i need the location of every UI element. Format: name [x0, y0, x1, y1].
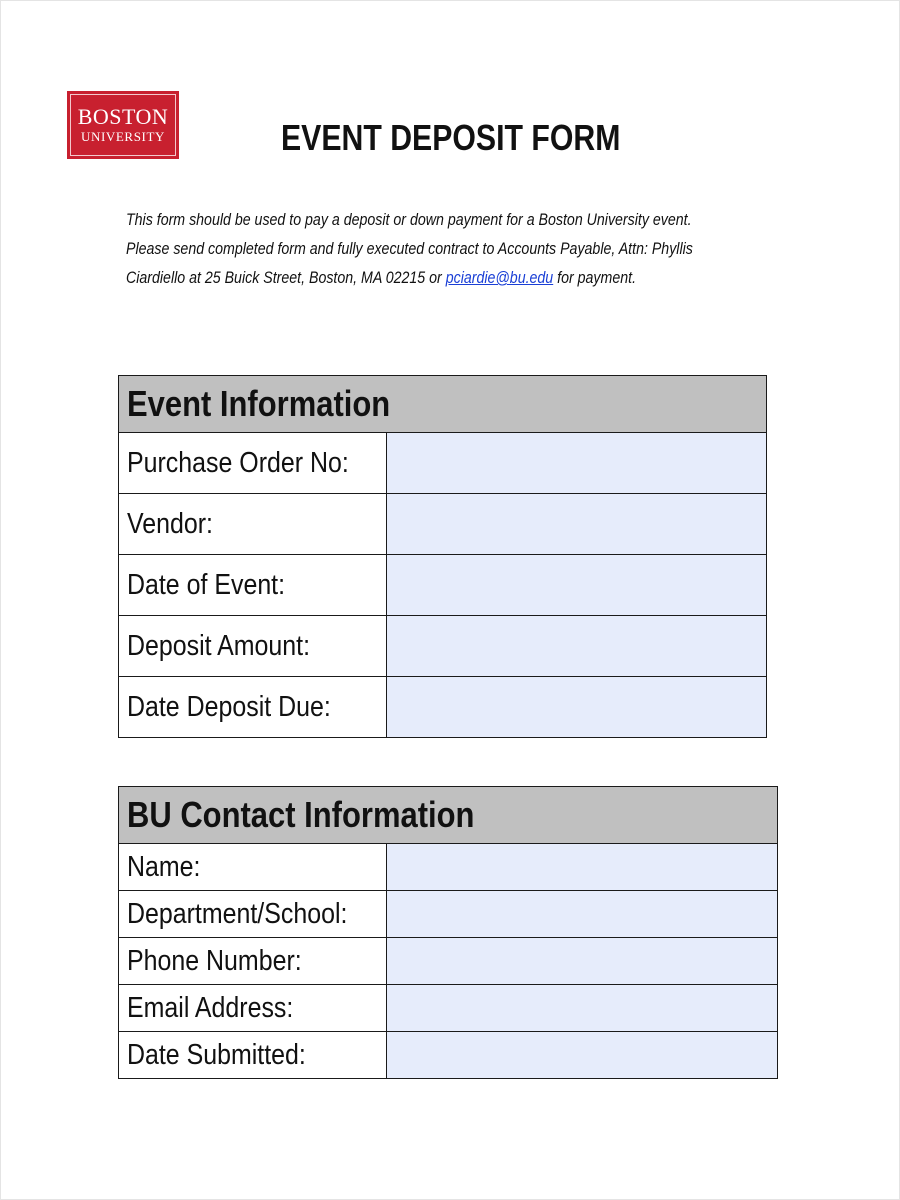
department-school-label: Department/School:	[119, 891, 387, 938]
email-link[interactable]: pciardie@bu.edu	[445, 269, 554, 287]
deposit-amount-field-cell	[387, 616, 767, 677]
date-submitted-label: Date Submitted:	[119, 1032, 387, 1079]
boston-university-logo	[67, 91, 179, 159]
page-title: EVENT DEPOSIT FORM	[281, 117, 621, 158]
name-input[interactable]	[387, 844, 777, 890]
date-of-event-field-cell	[387, 555, 767, 616]
date-of-event-input[interactable]	[387, 555, 766, 615]
logo-frame	[70, 94, 176, 156]
department-school-field-cell	[387, 891, 778, 938]
department-school-input[interactable]	[387, 891, 777, 937]
intro-text: This form should be used to pay a deposit or down payment for a Boston University event. Please send completed form and fully executed contract to Accounts Payable, Attn: Phyllis Ciardiello at 25 Buick Street, Boston, MA 02215 or	[126, 211, 693, 287]
purchase-order-input[interactable]	[387, 433, 766, 493]
table-row	[119, 844, 778, 891]
name-field-cell	[387, 844, 778, 891]
email-address-field-cell	[387, 985, 778, 1032]
table-row	[119, 494, 767, 555]
table-row	[119, 677, 767, 738]
table-row	[119, 1032, 778, 1079]
logo-line-boston: BOSTON	[77, 104, 169, 129]
table-row	[119, 616, 767, 677]
email-address-input[interactable]	[387, 985, 777, 1031]
intro-paragraph	[126, 206, 728, 293]
table-row	[119, 985, 778, 1032]
date-submitted-input[interactable]	[387, 1032, 777, 1078]
table-row	[119, 891, 778, 938]
name-label: Name:	[119, 844, 387, 891]
date-deposit-due-input[interactable]	[387, 677, 766, 737]
bu-contact-information-table	[118, 786, 778, 1079]
bu-contact-information-header: BU Contact Information	[119, 787, 778, 844]
phone-number-input[interactable]	[387, 938, 777, 984]
table-row	[119, 938, 778, 985]
deposit-amount-input[interactable]	[387, 616, 766, 676]
date-submitted-field-cell	[387, 1032, 778, 1079]
vendor-field-cell	[387, 494, 767, 555]
date-deposit-due-field-cell	[387, 677, 767, 738]
logo-line-university: UNIVERSITY	[81, 129, 165, 144]
event-information-table	[118, 375, 767, 738]
purchase-order-label: Purchase Order No:	[119, 433, 387, 494]
email-address-label: Email Address:	[119, 985, 387, 1032]
date-deposit-due-label: Date Deposit Due:	[119, 677, 387, 738]
vendor-label: Vendor:	[119, 494, 387, 555]
table-row	[119, 555, 767, 616]
vendor-input[interactable]	[387, 494, 766, 554]
deposit-amount-label: Deposit Amount:	[119, 616, 387, 677]
table-row	[119, 433, 767, 494]
date-of-event-label: Date of Event:	[119, 555, 387, 616]
event-information-header: Event Information	[119, 376, 767, 433]
purchase-order-field-cell	[387, 433, 767, 494]
intro-text-end: for payment.	[553, 269, 637, 287]
phone-number-field-cell	[387, 938, 778, 985]
phone-number-label: Phone Number:	[119, 938, 387, 985]
